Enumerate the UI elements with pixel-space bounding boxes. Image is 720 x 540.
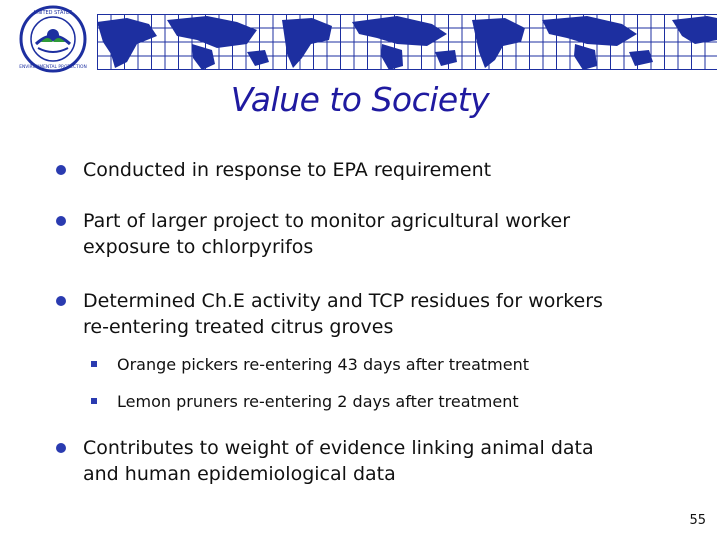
bullet-1-text: Conducted in response to EPA requirement [83, 159, 492, 181]
subbullet-2-text: Lemon pruners re-entering 2 days after treatment [117, 392, 519, 411]
bullet-text [83, 435, 594, 487]
bullet-2-line1: Part of larger project to monitor agricultural worker [83, 210, 571, 232]
bullet-dot [56, 443, 66, 453]
bullet-dot [56, 296, 66, 306]
page-number: 55 [689, 513, 706, 528]
bullet-3-line1: Determined Ch.E activity and TCP residues for workers [83, 290, 603, 312]
subbullet-1-text: Orange pickers re-entering 43 days after treatment [117, 355, 529, 374]
subbullet-square [91, 361, 97, 367]
slide-title: Value to Society [230, 80, 490, 119]
subbullet-square [91, 398, 97, 404]
bullet-dot [56, 216, 66, 226]
epa-logo [8, 4, 98, 74]
bullet-2-line2: exposure to chlorpyrifos [83, 236, 314, 258]
bullet-text [83, 157, 491, 183]
bullet-text [83, 208, 570, 260]
bullet-3-line2: re-entering treated citrus groves [83, 316, 394, 338]
bullet-text [83, 288, 603, 340]
logo-text-top: UNITED STATES [33, 10, 73, 16]
logo-text-bottom: ENVIRONMENTAL PROTECTION [19, 65, 87, 70]
bullet-4-line1: Contributes to weight of evidence linking animal data [83, 437, 594, 459]
world-map-banner [97, 14, 717, 70]
bullet-dot [56, 165, 66, 175]
bullet-4-line2: and human epidemiological data [83, 463, 396, 485]
